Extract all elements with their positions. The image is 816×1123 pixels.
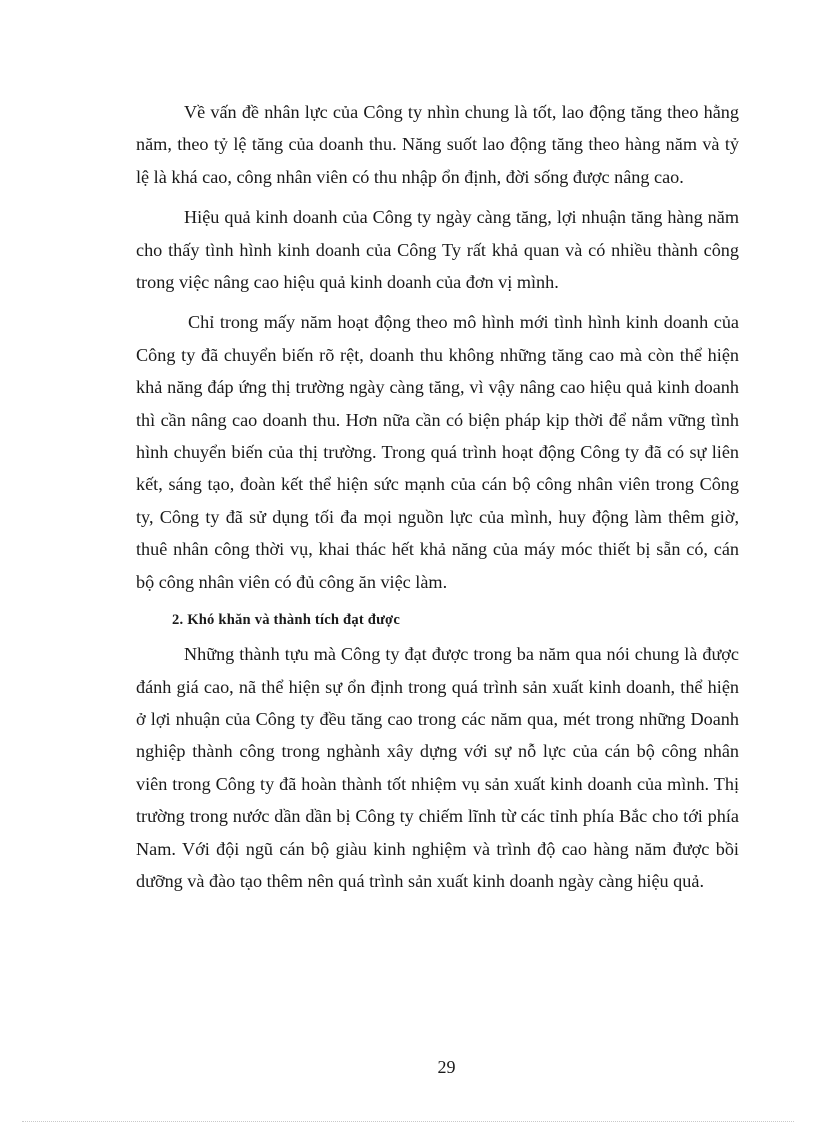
page-number: 29: [437, 1057, 456, 1077]
document-page: [136, 96, 739, 905]
paragraph-new-model: Chỉ trong mấy năm hoạt động theo mô hình mới tình hình kinh doanh của Công ty đã chuyển biến rõ rệt, doanh thu không những tăng cao mà còn thể hiện khả năng đáp ứng thị trường ngày càng tăng, vì vậy nâng cao hiệu quả kinh doanh thì cần nâng cao doanh thu. Hơn nữa cần có biện pháp kịp thời để nắm vững tình hình chuyển biến của thị trường. Trong quá trình hoạt động Công ty đã có sự liên kết, sáng tạo, đoàn kết thể hiện sức mạnh của cán bộ công nhân viên trong Công ty, Công ty đã sử dụng tối đa mọi nguồn lực của mình, huy động làm thêm giờ, thuê nhân công thời vụ, khai thác hết khả năng của máy móc thiết bị sẵn có, cán bộ công nhân viên có đủ công ăn việc làm.: [136, 312, 739, 592]
paragraph-workforce: Về vấn đề nhân lực của Công ty nhìn chung là tốt, lao động tăng theo hằng năm, theo tỷ lệ tăng của doanh thu. Năng suốt lao động tăng theo hàng năm và tỷ lệ là khá cao, công nhân viên có thu nhập ổn định, đời sống được nâng cao.: [136, 102, 739, 187]
paragraph-achievements: Những thành tựu mà Công ty đạt được trong ba năm qua nói chung là được đánh giá cao, nã thể hiện sự ổn định trong quá trình sản xuất kinh doanh, thể hiện ở lợi nhuận của Công ty đều tăng cao trong các năm qua, mét trong những Doanh nghiệp thành công trong nghành xây dựng với sự nỗ lực của cán bộ công nhân viên trong Công ty đã hoàn thành tốt nhiệm vụ sản xuất kinh doanh của mình. Thị trường trong nước dần dần bị Công ty chiếm lĩnh từ các tỉnh phía Bắc cho tới phía Nam. Với đội ngũ cán bộ giàu kinh nghiệm và trình độ cao hàng năm được bồi dưỡng và đào tạo thêm nên quá trình sản xuất kinh doanh ngày càng hiệu quả.: [136, 644, 739, 891]
paragraph-business-efficiency: Hiệu quả kinh doanh của Công ty ngày càng tăng, lợi nhuận tăng hàng năm cho thấy tình hình kinh doanh của Công Ty rất khả quan và có nhiều thành công trong việc nâng cao hiệu quả kinh doanh của đơn vị mình.: [136, 207, 739, 293]
page-bottom-divider: [22, 1121, 794, 1122]
section-heading: 2. Khó khăn và thành tích đạt được: [172, 612, 401, 629]
